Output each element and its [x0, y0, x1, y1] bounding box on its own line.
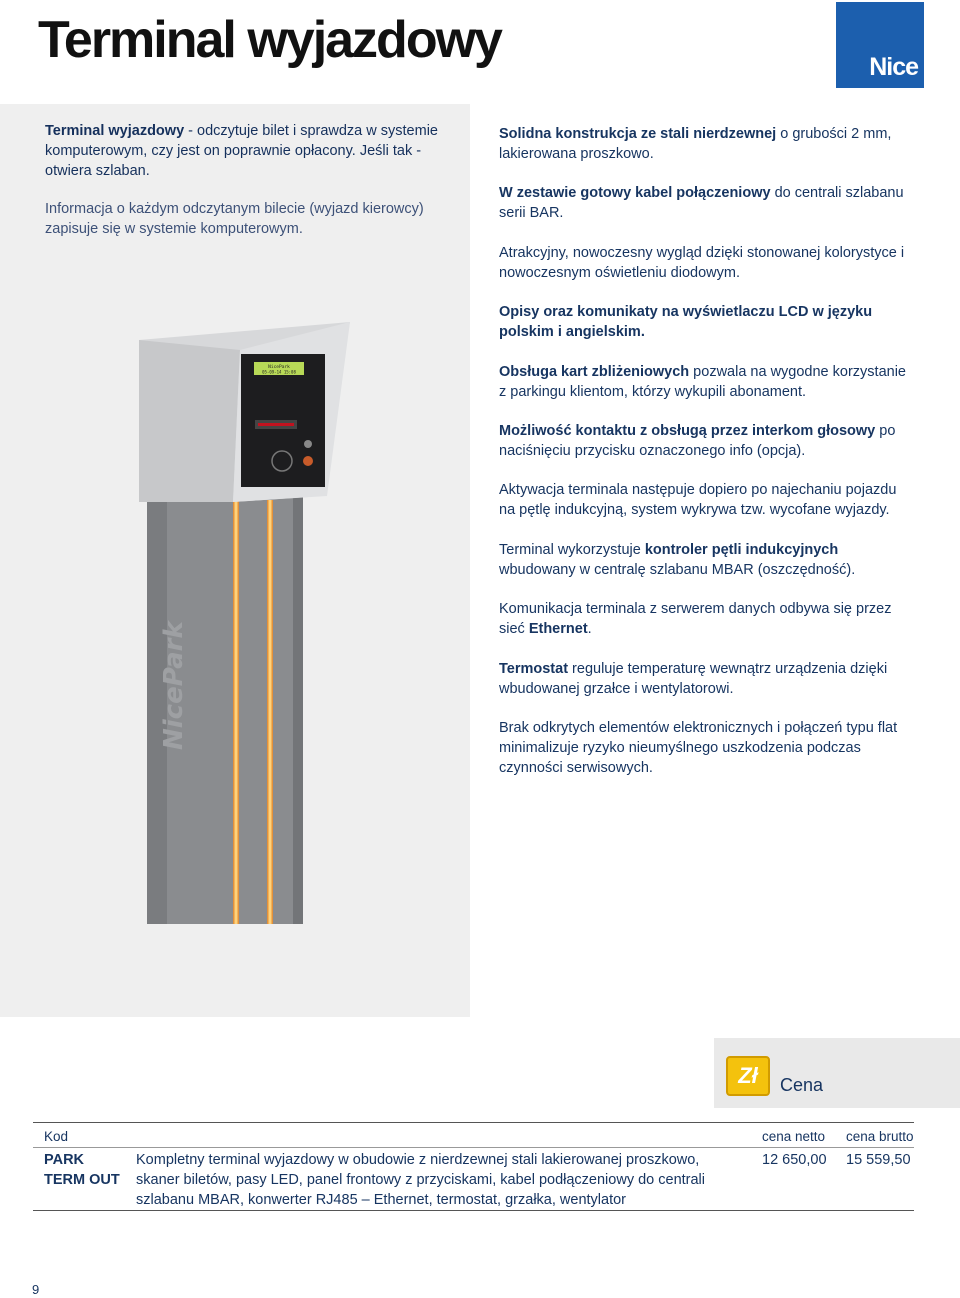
nice-logo: [836, 2, 924, 88]
nicepark-brand-text: NicePark: [159, 621, 189, 750]
feature-item: Aktywacja terminala następuje dopiero po najechaniu pojazdu na pętlę indukcyjną, system wykrywa tzw. wycofane wyjazdy.: [499, 482, 897, 519]
col-header-gross: cena brutto: [846, 1129, 914, 1144]
product-code: PARK TERM OUT: [44, 1152, 120, 1188]
feature-item: W zestawie gotowy kabel połączeniowy do centrali szlabanu serii BAR.: [499, 185, 904, 222]
feature-item: Terminal wykorzystuje kontroler pętli indukcyjnych wbudowany w centralę szlabanu MBAR (oszczędność).: [499, 541, 856, 578]
price-section-label: Cena: [780, 1075, 824, 1095]
brand-name: Nice: [869, 53, 918, 81]
feature-item: Atrakcyjny, nowoczesny wygląd dzięki stonowanej kolorystyce i nowoczesnym oświetleniu diodowym.: [499, 244, 905, 281]
terminal-illustration: [130, 320, 360, 945]
table-header-rule: [33, 1147, 914, 1148]
feature-item: Opisy oraz komunikaty na wyświetlaczu LCD w języku polskim i angielskim.: [499, 304, 873, 341]
svg-text:NicePark: NicePark: [268, 365, 290, 370]
svg-text:05-09-14 15:08: 05-09-14 15:08: [262, 369, 296, 375]
zl-currency-icon: Zł: [726, 1056, 770, 1096]
price-section-header: [714, 1038, 960, 1108]
feature-item: Komunikacja terminala z serwerem danych odbywa się przez sieć Ethernet.: [499, 601, 892, 638]
intro-text: [45, 121, 455, 257]
page-title: Terminal wyjazdowy: [38, 11, 501, 69]
feature-item: Solidna konstrukcja ze stali nierdzewnej o grubości 2 mm, lakierowana proszkowo.: [499, 126, 892, 162]
price-gross: 15 559,50: [846, 1152, 911, 1168]
feature-item: Możliwość kontaktu z obsługą przez interkom głosowy po naciśnięciu przycisku oznaczonego info (opcja).: [499, 422, 896, 459]
price-net: 12 650,00: [762, 1152, 827, 1168]
feature-item: Brak odkrytych elementów elektronicznych i połączeń typu flat minimalizuje ryzyko nieumyślnego uszkodzenia podczas czynności serwisowych.: [499, 719, 898, 776]
feature-list: [499, 124, 914, 797]
intro-lead: Terminal wyjazdowy - odczytuje bilet i sprawdza w systemie komputerowym, czy jest on poprawnie opłacony. Jeśli tak - otwiera szlaban.: [45, 123, 438, 179]
product-description: Kompletny terminal wyjazdowy w obudowie z nierdzewnej stali lakierowanej proszkowo, skaner biletów, pasy LED, panel frontowy z przyciskami, kabel podłączeniowy do centrali szlabanu MBAR, konwerter RJ485 – Ethernet, termostat, grzałka, wentylator: [136, 1152, 705, 1208]
feature-item: Obsługa kart zbliżeniowych pozwala na wygodne korzystanie z parkingu klientom, którzy wykupili abonament.: [499, 363, 906, 400]
col-header-net: cena netto: [762, 1129, 826, 1144]
page-number: 9: [32, 1282, 40, 1297]
feature-item: Termostat reguluje temperaturę wewnątrz urządzenia dzięki wbudowanej grzałce i wentylatorowi.: [499, 660, 888, 697]
col-header-code: Kod: [44, 1129, 69, 1144]
intro-second: Informacja o każdym odczytanym bilecie (wyjazd kierowcy) zapisuje się w systemie komputerowym.: [45, 201, 424, 237]
table-bottom-rule: [33, 1210, 914, 1211]
table-top-rule: [33, 1122, 914, 1123]
